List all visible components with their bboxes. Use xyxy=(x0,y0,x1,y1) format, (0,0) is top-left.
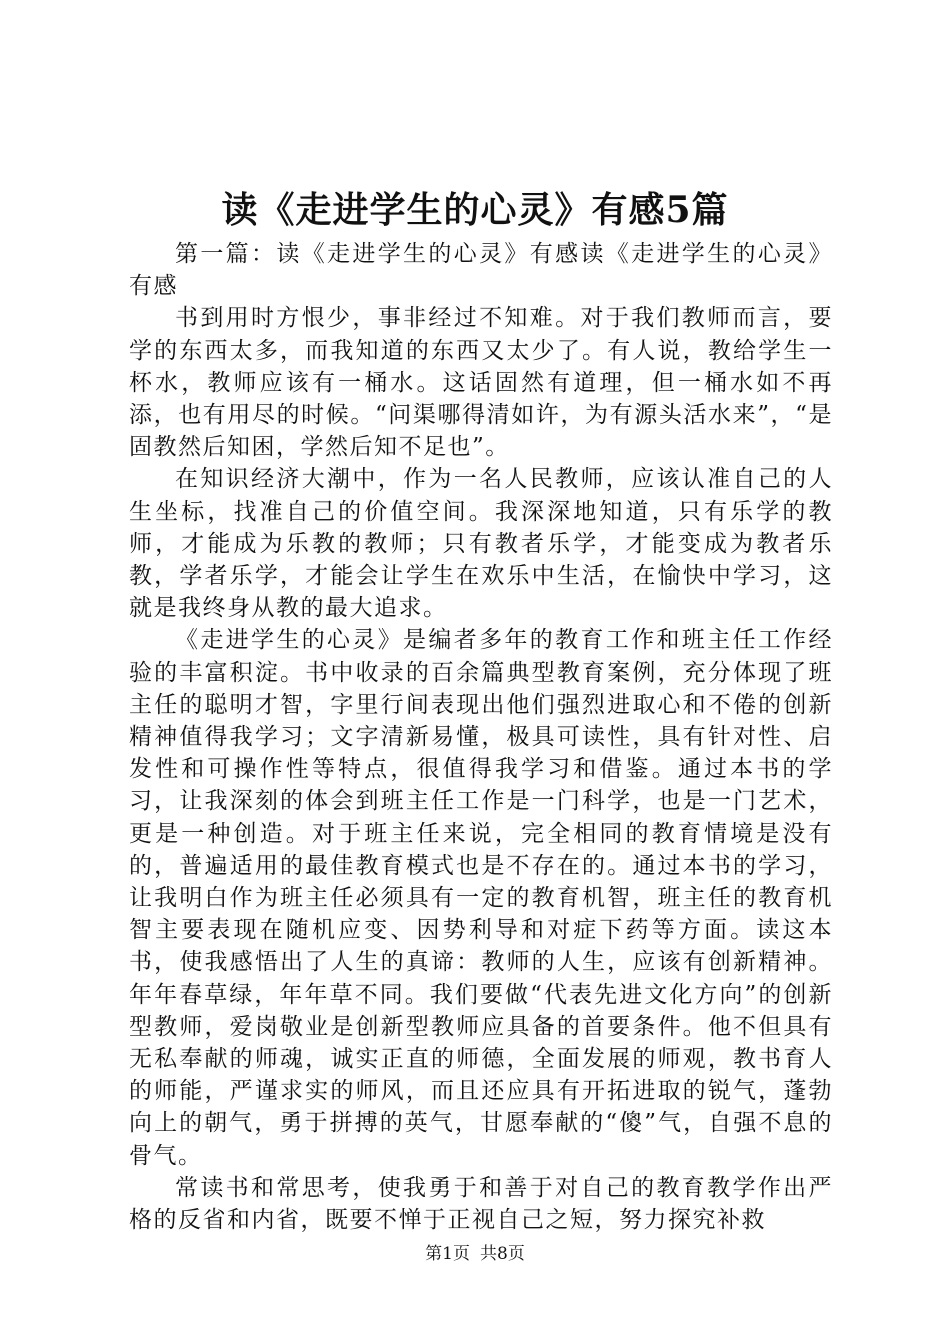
paragraph: 常读书和常思考，使我勇于和善于对自己的教育教学作出严格的反省和内省，既要不惮于正视自己之短，努力探究补救 xyxy=(129,1174,833,1234)
paragraph: 在知识经济大潮中，作为一名人民教师，应该认准自己的人生坐标，找准自己的价值空间。我深深地知道，只有乐学的教师，才能成为乐教的教师；只有教者乐学，才能变成为教者乐教，学者乐学，才能会让学生在欢乐中生活，在愉快中学习，这就是我终身从教的最大追求。 xyxy=(129,466,833,622)
document-body xyxy=(129,238,833,1236)
page-number: 第1页 xyxy=(425,1244,470,1264)
paragraph-heading: 第一篇：读《走进学生的心灵》有感读《走进学生的心灵》有感 xyxy=(129,241,833,300)
paragraph: 《走进学生的心灵》是编者多年的教育工作和班主任工作经验的丰富积淀。书中收录的百余篇典型教育案例，充分体现了班主任的聪明才智，字里行间表现出他们强烈进取心和不倦的创新精神值得我学习；文字清新易懂，极具可读性，具有针对性、启发性和可操作性等特点，很值得我学习和借鉴。通过本书的学习，让我深刻的体会到班主任工作是一门科学，也是一门艺术，更是一种创造。对于班主任来说，完全相同的教育情境是没有的，普遍适用的最佳教育模式也是不存在的。通过本书的学习，让我明白作为班主任必须具有一定的教育机智，班主任的教育机智主要表现在随机应变、因势利导和对症下药等方面。读这本书，使我感悟出了人生的真谛：教师的人生，应该有创新精神。年年春草绿，年年草不同。我们要做“代表先进文化方向”的创新型教师，爱岗敬业是创新型教师应具备的首要条件。他不但具有无私奉献的师魂，诚实正直的师德，全面发展的师观，教书育人的师能，严谨求实的师风，而且还应具有开拓进取的锐气，蓬勃向上的朝气，勇于拼搏的英气，甘愿奉献的“傻”气，自强不息的骨气。 xyxy=(129,627,833,1169)
page-footer xyxy=(0,1243,950,1265)
page-total: 共8页 xyxy=(480,1244,525,1264)
paragraph: 书到用时方恨少，事非经过不知难。对于我们教师而言，要学的东西太多，而我知道的东西又太少了。有人说，教给学生一杯水，教师应该有一桶水。这话固然有道理，但一桶水如不再添，也有用尽的时候。“问渠哪得清如许，为有源头活水来”，“是固教然后知困，学然后知不足也”。 xyxy=(129,305,833,461)
page-title: 读《走进学生的心灵》有感5篇 xyxy=(221,189,729,231)
